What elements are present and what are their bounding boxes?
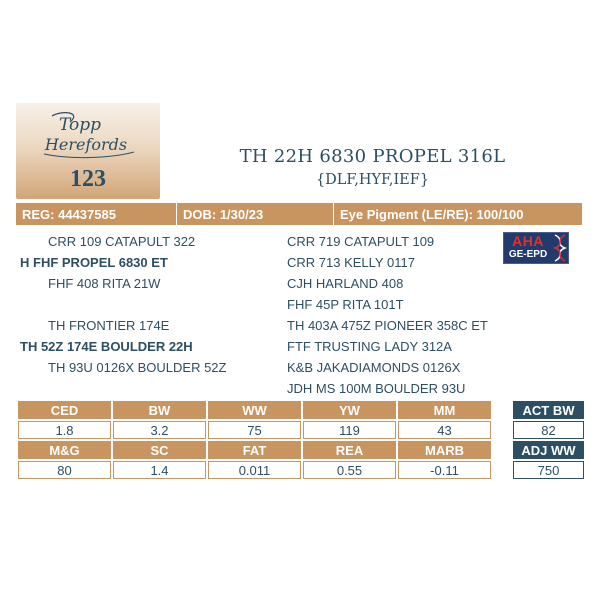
pedigree-dam-dam: TH 93U 0126X BOULDER 52Z [48, 360, 227, 375]
epd-header-marb: MARB [398, 441, 491, 459]
registration-info-bar [16, 203, 582, 225]
epd-value-sc: 1.4 [113, 461, 206, 479]
adj-ww-value: 750 [513, 461, 584, 479]
logo-text-line1: Topp [58, 115, 102, 135]
act-bw-value: 82 [513, 421, 584, 439]
epd-header-mg: M&G [18, 441, 111, 459]
epd-header-row-1 [18, 401, 491, 419]
topp-herefords-logo [22, 110, 152, 162]
adj-ww-label: ADJ WW [513, 441, 584, 459]
epd-value-mm: 43 [398, 421, 491, 439]
animal-name: TH 22H 6830 PROPEL 316L [239, 146, 506, 167]
epd-value-rea: 0.55 [303, 461, 396, 479]
badge-aha-text: AHA [512, 233, 544, 249]
epd-value-mg: 80 [18, 461, 111, 479]
pedigree-sire-dam: FHF 408 RITA 21W [48, 276, 161, 291]
pedigree-right-7: K&B JAKADIAMONDS 0126X [287, 360, 461, 375]
actual-weights-table [511, 399, 586, 481]
epd-table [16, 399, 493, 481]
animal-suffix: {DLF,HYF,IEF} [315, 172, 430, 188]
pedigree-dam-sire: TH FRONTIER 174E [48, 318, 170, 333]
pedigree-sire: H FHF PROPEL 6830 ET [20, 255, 168, 270]
epd-header-sc: SC [113, 441, 206, 459]
pedigree-right-4: FHF 45P RITA 101T [287, 297, 404, 312]
epd-header-ww: WW [208, 401, 301, 419]
epd-value-bw: 3.2 [113, 421, 206, 439]
pedigree-right-8: JDH MS 100M BOULDER 93U [287, 381, 466, 396]
epd-header-row-2 [18, 441, 491, 459]
eye-pigment: Eye Pigment (LE/RE): 100/100 [340, 206, 524, 222]
epd-value-yw: 119 [303, 421, 396, 439]
epd-value-ced: 1.8 [18, 421, 111, 439]
epd-header-mm: MM [398, 401, 491, 419]
date-of-birth: DOB: 1/30/23 [177, 203, 334, 225]
epd-value-ww: 75 [208, 421, 301, 439]
epd-header-ced: CED [18, 401, 111, 419]
epd-value-row-1 [18, 421, 491, 439]
pedigree-right-5: TH 403A 475Z PIONEER 358C ET [287, 318, 488, 333]
act-bw-label: ACT BW [513, 401, 584, 419]
epd-header-bw: BW [113, 401, 206, 419]
pedigree-dam: TH 52Z 174E BOULDER 22H [20, 339, 193, 354]
pedigree-sire-sire: CRR 109 CATAPULT 322 [48, 234, 196, 249]
pedigree-right-3: CJH HARLAND 408 [287, 276, 404, 291]
epd-header-rea: REA [303, 441, 396, 459]
epd-value-marb: -0.11 [398, 461, 491, 479]
epd-header-yw: YW [303, 401, 396, 419]
pedigree-right-1: CRR 719 CATAPULT 109 [287, 234, 435, 249]
pedigree-right-6: FTF TRUSTING LADY 312A [287, 339, 452, 354]
epd-value-row-2 [18, 461, 491, 479]
epd-header-fat: FAT [208, 441, 301, 459]
registration-number: REG: 44437585 [16, 203, 177, 225]
epd-value-fat: 0.011 [208, 461, 301, 479]
badge-ge-epd-text: GE-EPD [508, 249, 548, 260]
dna-helix-icon [553, 234, 567, 262]
pedigree-right-2: CRR 713 KELLY 0117 [287, 255, 415, 270]
logo-text-line2: Herefords [44, 135, 128, 154]
lot-number: 123 [70, 166, 106, 192]
